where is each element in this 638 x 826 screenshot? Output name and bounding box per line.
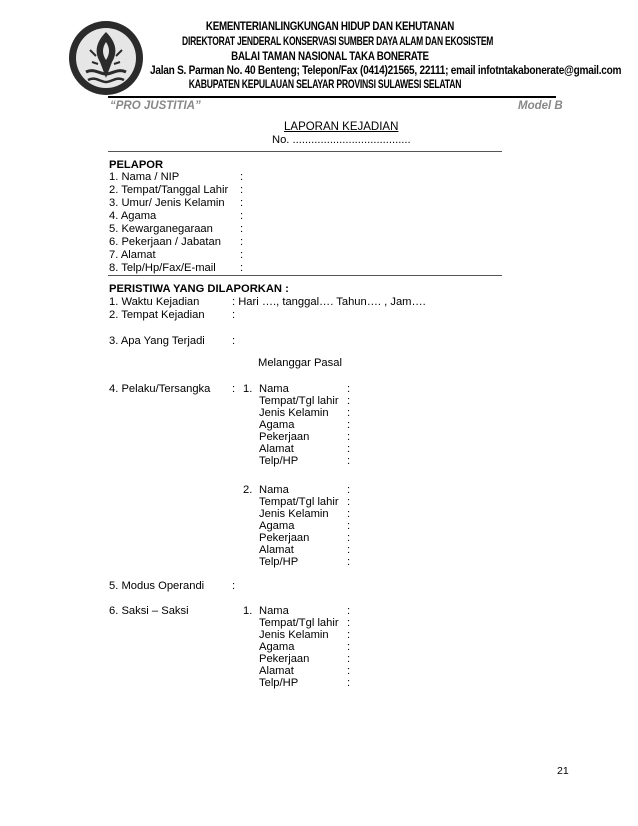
pelapor-item-label: 3. Umur/ Jenis Kelamin [109, 197, 225, 209]
field-colon: : [347, 665, 351, 677]
field-label: Agama [259, 419, 295, 431]
pelaku-label: 4. Pelaku/Tersangka [109, 383, 211, 395]
field-label: Jenis Kelamin [259, 508, 329, 520]
field-label: Nama [259, 383, 289, 395]
field-colon: : [347, 629, 351, 641]
header-divider [108, 96, 556, 98]
ministry-logo [66, 18, 146, 98]
saksi-number: 1. [243, 605, 253, 617]
pro-justitia-label: “PRO JUSTITIA” [110, 100, 201, 112]
pelapor-item-colon: : [240, 249, 244, 261]
field-colon: : [347, 532, 351, 544]
field-label: Alamat [259, 544, 294, 556]
apa-label: 3. Apa Yang Terjadi [109, 335, 205, 347]
divider-1 [108, 151, 502, 152]
field-label: Telp/HP [259, 556, 299, 568]
field-label: Jenis Kelamin [259, 629, 329, 641]
field-colon: : [347, 419, 351, 431]
field-colon: : [347, 496, 351, 508]
modus-colon: : [232, 580, 236, 592]
tempat-label: 2. Tempat Kejadian [109, 309, 205, 321]
field-label: Telp/HP [259, 677, 299, 689]
melanggar-pasal: Melanggar Pasal [258, 357, 342, 369]
pelaku-number: 2. [243, 484, 253, 496]
header-directorate: DIREKTORAT JENDERAL KONSERVASI SUMBER DAYA ALAM DAN EKOSISTEM [182, 36, 494, 48]
field-label: Nama [259, 484, 289, 496]
modus-label: 5. Modus Operandi [109, 580, 205, 592]
pelapor-item-colon: : [240, 223, 244, 235]
field-label: Agama [259, 641, 295, 653]
field-label: Alamat [259, 665, 294, 677]
header-address: Jalan S. Parman No. 40 Benteng; Telepon/Fax (0414)21565, 22111; email infotntakabonerate@gmail.com [150, 63, 622, 77]
pelapor-item-label: 5. Kewarganegaraan [109, 223, 213, 235]
header-regency: KABUPATEN KEPULAUAN SELAYAR PROVINSI SULAWESI SELATAN [188, 79, 462, 91]
field-colon: : [347, 653, 351, 665]
field-label: Pekerjaan [259, 653, 310, 665]
field-label: Jenis Kelamin [259, 407, 329, 419]
pelapor-item-colon: : [240, 236, 244, 248]
pelapor-item-label: 6. Pekerjaan / Jabatan [109, 236, 221, 248]
field-label: Tempat/Tgl lahir [259, 617, 339, 629]
pelapor-item-label: 4. Agama [109, 210, 157, 222]
pelapor-item-colon: : [240, 210, 244, 222]
field-colon: : [347, 677, 351, 689]
field-colon: : [347, 544, 351, 556]
pelaku-number: 1. [243, 383, 253, 395]
waktu-label: 1. Waktu Kejadian [109, 296, 200, 308]
pelapor-item-colon: : [240, 262, 244, 274]
field-colon: : [347, 641, 351, 653]
field-colon: : [347, 520, 351, 532]
saksi-label: 6. Saksi – Saksi [109, 605, 189, 617]
field-colon: : [347, 605, 351, 617]
field-colon: : [347, 443, 351, 455]
model-label: Model B [518, 100, 563, 112]
field-label: Agama [259, 520, 295, 532]
pelapor-heading: PELAPOR [109, 159, 164, 171]
field-label: Telp/HP [259, 455, 299, 467]
field-label: Alamat [259, 443, 294, 455]
field-colon: : [347, 484, 351, 496]
field-label: Pekerjaan [259, 431, 310, 443]
field-colon: : [347, 508, 351, 520]
field-colon: : [347, 556, 351, 568]
field-colon: : [347, 383, 351, 395]
header-ministry: KEMENTERIANLINGKUNGAN HIDUP DAN KEHUTANAN [205, 21, 455, 33]
tempat-colon: : [232, 309, 236, 321]
field-colon: : [347, 407, 351, 419]
apa-colon: : [232, 335, 236, 347]
field-label: Tempat/Tgl lahir [259, 496, 339, 508]
field-colon: : [347, 431, 351, 443]
pelapor-item-colon: : [240, 184, 244, 196]
header-office: BALAI TAMAN NASIONAL TAKA BONERATE [231, 51, 429, 63]
field-colon: : [347, 617, 351, 629]
pelapor-item-label: 8. Telp/Hp/Fax/E-mail [109, 262, 216, 274]
field-label: Tempat/Tgl lahir [259, 395, 339, 407]
pelaku-colon: : [232, 383, 236, 395]
pelapor-item-colon: : [240, 197, 244, 209]
pelapor-item-label: 1. Nama / NIP [109, 171, 180, 183]
pelapor-item-label: 7. Alamat [109, 249, 156, 261]
field-label: Nama [259, 605, 289, 617]
field-colon: : [347, 455, 351, 467]
pelapor-item-label: 2. Tempat/Tanggal Lahir [109, 184, 229, 196]
peristiwa-heading: PERISTIWA YANG DILAPORKAN : [109, 283, 289, 295]
report-number: No. ...................................... [272, 134, 411, 146]
field-label: Pekerjaan [259, 532, 310, 544]
divider-2 [108, 275, 502, 276]
pelapor-item-colon: : [240, 171, 244, 183]
waktu-value: : Hari …., tanggal…. Tahun…. , Jam…. [232, 296, 426, 308]
page-number: 21 [557, 765, 569, 777]
report-title: LAPORAN KEJADIAN [284, 121, 399, 133]
field-colon: : [347, 395, 351, 407]
